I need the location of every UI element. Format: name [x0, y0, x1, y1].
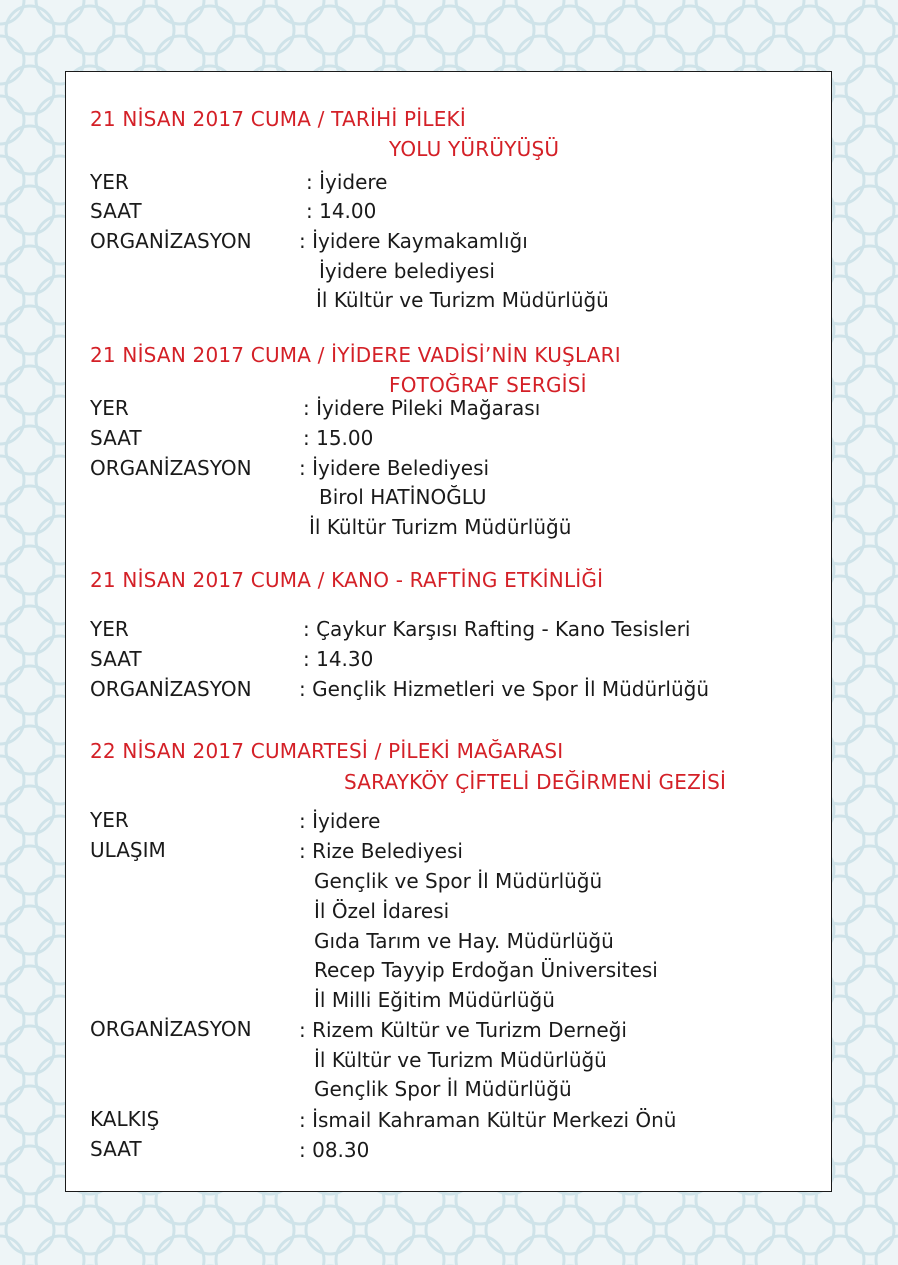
- event-2-label-saat: SAAT: [90, 426, 142, 450]
- event-1-label-organizasyon: ORGANİZASYON: [90, 229, 252, 253]
- event-4-value-organizasyon: İl Kültür ve Turizm Müdürlüğü: [314, 1048, 607, 1072]
- event-1-value-organizasyon: İyidere belediyesi: [319, 259, 495, 283]
- event-4-title-line1: 22 NİSAN 2017 CUMARTESİ / PİLEKİ MAĞARASI: [90, 739, 564, 763]
- event-1-title-line2: YOLU YÜRÜYÜŞÜ: [389, 137, 560, 161]
- event-4-value-organizasyon: Gençlik Spor İl Müdürlüğü: [314, 1077, 572, 1101]
- event-4-value-ulasim: İl Özel İdaresi: [314, 899, 450, 923]
- event-4-value-ulasim: Recep Tayyip Erdoğan Üniversitesi: [314, 958, 658, 982]
- event-4-value-saat: : 08.30: [299, 1138, 370, 1162]
- event-2-label-organizasyon: ORGANİZASYON: [90, 456, 252, 480]
- event-1-value-organizasyon: : İyidere Kaymakamlığı: [299, 229, 528, 253]
- event-4-value-ulasim: Gıda Tarım ve Hay. Müdürlüğü: [314, 929, 614, 953]
- event-3-value-yer: : Çaykur Karşısı Rafting - Kano Tesisleri: [303, 617, 691, 641]
- event-1-value-yer: : İyidere: [306, 170, 388, 194]
- event-4-label-kalkis: KALKIŞ: [90, 1107, 160, 1131]
- event-4-value-kalkis: : İsmail Kahraman Kültür Merkezi Önü: [299, 1108, 677, 1132]
- event-1-value-saat: : 14.00: [306, 199, 377, 223]
- event-2-title-line1: 21 NİSAN 2017 CUMA / İYİDERE VADİSİ’NİN KUŞLARI: [90, 343, 621, 367]
- event-4-value-yer: : İyidere: [299, 809, 381, 833]
- event-4-value-ulasim: Gençlik ve Spor İl Müdürlüğü: [314, 869, 603, 893]
- program-card: [65, 71, 832, 1192]
- event-3-value-organizasyon: : Gençlik Hizmetleri ve Spor İl Müdürlüğü: [299, 677, 709, 701]
- event-2-value-organizasyon: Birol HATİNOĞLU: [319, 485, 487, 509]
- event-2-title-line2: FOTOĞRAF SERGİSİ: [389, 373, 587, 397]
- event-2-value-organizasyon: : İyidere Belediyesi: [299, 456, 490, 480]
- event-2-value-saat: : 15.00: [303, 426, 374, 450]
- event-3-label-yer: YER: [90, 617, 129, 641]
- event-1-title-line1: 21 NİSAN 2017 CUMA / TARİHİ PİLEKİ: [90, 107, 466, 131]
- event-3-label-saat: SAAT: [90, 647, 142, 671]
- event-4-value-ulasim: : Rize Belediyesi: [299, 839, 463, 863]
- event-4-value-ulasim: İl Milli Eğitim Müdürlüğü: [314, 988, 555, 1012]
- event-4-label-ulasim: ULAŞIM: [90, 838, 166, 862]
- event-3-title-line1: 21 NİSAN 2017 CUMA / KANO - RAFTİNG ETKİNLİĞİ: [90, 568, 604, 592]
- event-4-title-line2: SARAYKÖY ÇİFTELİ DEĞİRMENİ GEZİSİ: [344, 770, 727, 794]
- event-1-value-organizasyon: İl Kültür ve Turizm Müdürlüğü: [316, 288, 609, 312]
- event-4-value-organizasyon: : Rizem Kültür ve Turizm Derneği: [299, 1018, 627, 1042]
- event-1-label-saat: SAAT: [90, 199, 142, 223]
- event-2-value-organizasyon: İl Kültür Turizm Müdürlüğü: [309, 515, 572, 539]
- event-1-label-yer: YER: [90, 170, 129, 194]
- event-3-value-saat: : 14.30: [303, 647, 374, 671]
- event-4-label-organizasyon: ORGANİZASYON: [90, 1017, 252, 1041]
- event-3-label-organizasyon: ORGANİZASYON: [90, 677, 252, 701]
- event-4-label-yer: YER: [90, 808, 129, 832]
- event-4-label-saat: SAAT: [90, 1137, 142, 1161]
- event-2-value-yer: : İyidere Pileki Mağarası: [303, 396, 541, 420]
- event-2-label-yer: YER: [90, 396, 129, 420]
